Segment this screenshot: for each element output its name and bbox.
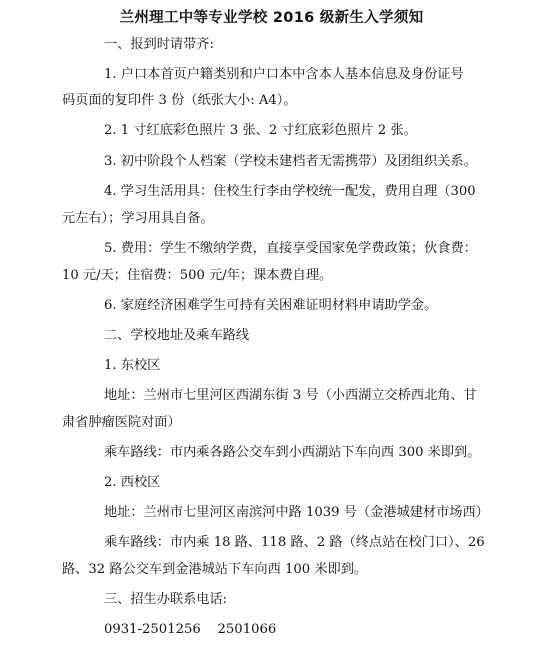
section-heading-checklist: 一、报到时请带齐:: [104, 37, 214, 52]
item-3: 3. 初中阶段个人档案（学校未建档者无需携带）及团组织关系。: [104, 154, 477, 169]
contact-phone-numbers: 0931-2501256 2501066: [104, 622, 277, 637]
item-4-line-1: 4. 学习生活用具：住校生行李由学校统一配发，费用自理（300: [104, 184, 476, 199]
east-campus-route: 乘车路线：市内乘各路公交车到小西湖站下车向西 300 米即到。: [104, 445, 481, 460]
section-heading-contact: 三、招生办联系电话:: [104, 592, 228, 607]
item-4-line-2: 元左右）；学习用具自备。: [62, 211, 214, 226]
item-5-line-2: 10 元/天；住宿费：500 元/年；课本费自理。: [62, 268, 333, 283]
west-campus-route-line-2: 路、32 路公交车到金港城站下车向西 100 米即到。: [62, 562, 368, 577]
section-heading-address: 二、学校地址及乘车路线: [104, 328, 250, 343]
east-campus-address-line-2: 肃省肿瘤医院对面）: [62, 415, 181, 430]
east-campus-heading: 1. 东校区: [104, 358, 161, 373]
item-1-line-2: 码页面的复印件 3 份（纸张大小: A4）。: [62, 93, 297, 108]
item-6: 6. 家庭经济困难学生可持有关困难证明材料申请助学金。: [104, 298, 438, 313]
item-1-line-1: 1. 户口本首页户籍类别和户口本中含本人基本信息及身份证号: [104, 67, 464, 82]
west-campus-route-line-1: 乘车路线：市内乘 18 路、118 路、2 路（终点站在校门口）、26: [104, 535, 485, 550]
east-campus-address-line-1: 地址：兰州市七里河区西湖东街 3 号（小西湖立交桥西北角、甘: [104, 388, 477, 403]
document-title: 兰州理工中等专业学校 2016 级新生入学须知: [119, 10, 424, 26]
item-2: 2. 1 寸红底彩色照片 3 张、2 寸红底彩色照片 2 张。: [104, 123, 417, 138]
west-campus-address: 地址：兰州市七里河区南滨河中路 1039 号（金港城建材市场西）: [104, 505, 489, 520]
west-campus-heading: 2. 西校区: [104, 475, 161, 490]
item-5-line-1: 5. 费用：学生不缴纳学费，直接享受国家免学费政策；伙食费：: [104, 241, 477, 256]
